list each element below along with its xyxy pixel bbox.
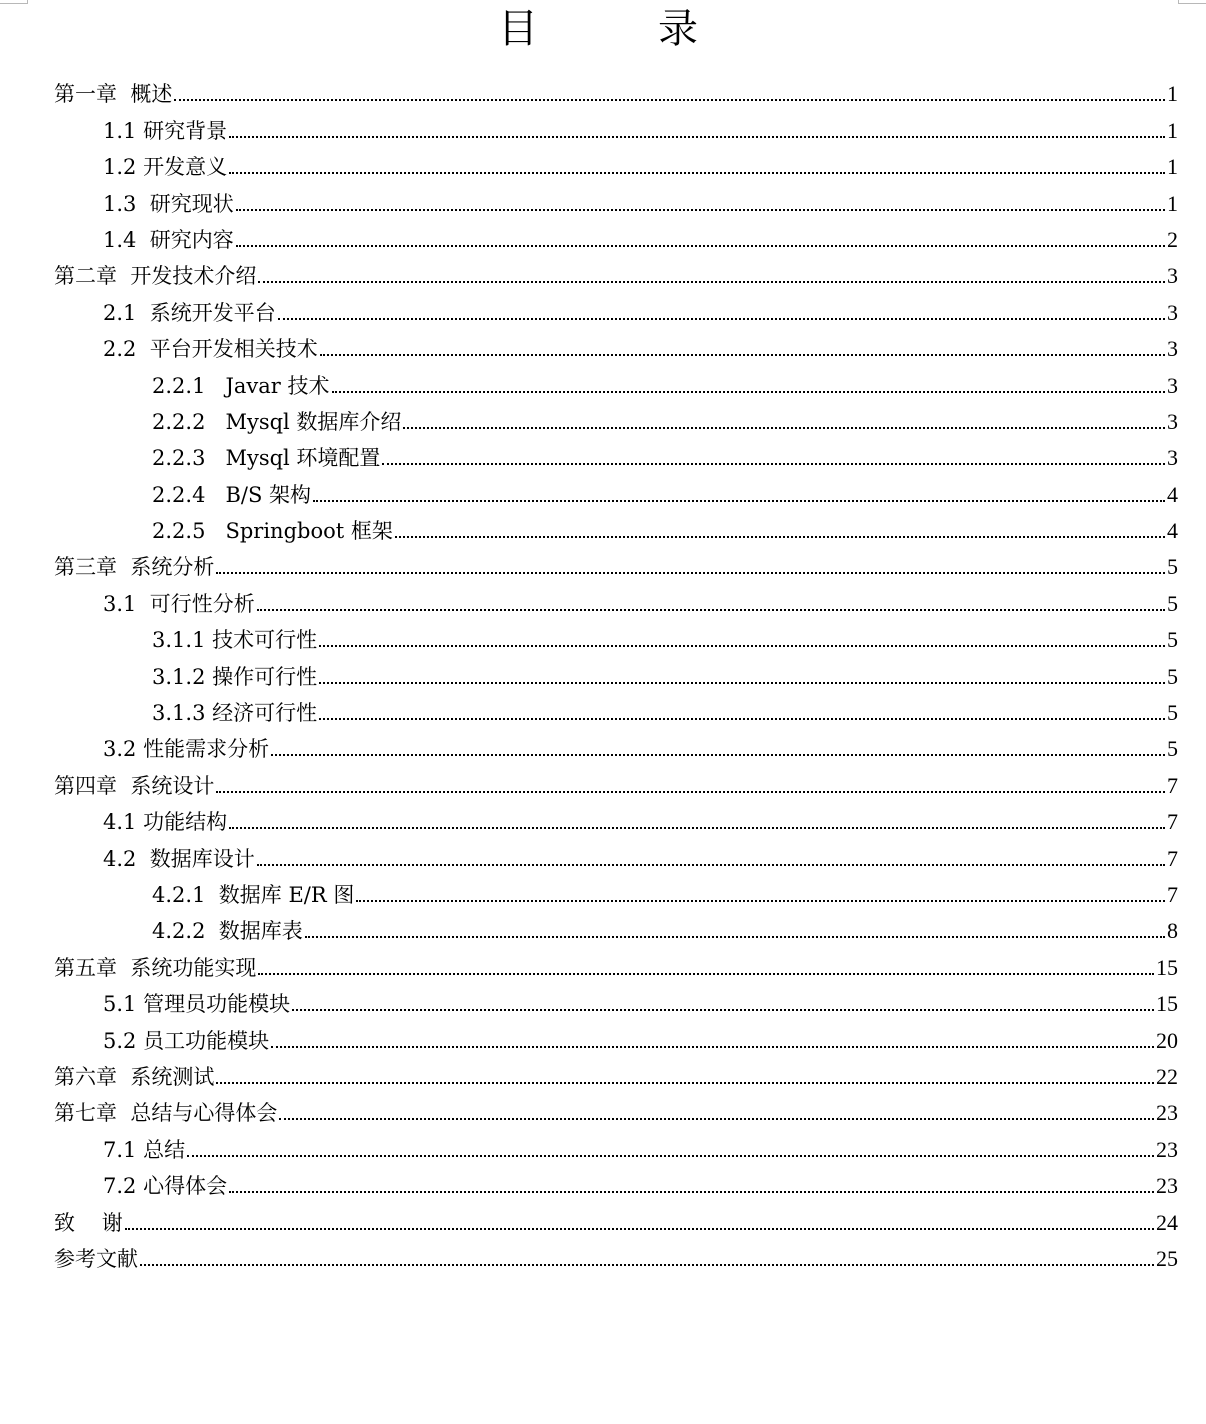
dot-leader <box>305 936 1165 938</box>
toc-entry-label: 4.2 数据库设计 <box>103 846 255 871</box>
toc-entry[interactable] <box>54 325 1178 361</box>
toc-entry-label: 1.4 研究内容 <box>103 227 234 252</box>
toc-entry-page-number: 20 <box>1156 1027 1178 1053</box>
toc-entry-page-number: 23 <box>1156 1136 1178 1162</box>
toc-entry[interactable] <box>54 907 1178 943</box>
toc-entry[interactable] <box>54 689 1178 725</box>
toc-entry[interactable] <box>54 543 1178 579</box>
toc-entry[interactable] <box>54 179 1178 215</box>
toc-entry-page-number: 3 <box>1167 299 1178 325</box>
toc-entry[interactable] <box>54 398 1178 434</box>
toc-entry-label: 7.2 心得体会 <box>103 1174 228 1199</box>
toc-entry[interactable] <box>54 616 1178 652</box>
toc-entry-page-number: 5 <box>1167 590 1178 616</box>
toc-entry-page-number: 5 <box>1167 663 1178 689</box>
toc-entry-label: 第七章 总结与心得体会 <box>54 1101 278 1126</box>
toc-entry-label: 1.3 研究现状 <box>103 191 234 216</box>
toc-entry[interactable] <box>54 871 1178 907</box>
toc-entry-label: 致 谢 <box>54 1210 123 1235</box>
toc-entry[interactable] <box>54 361 1178 397</box>
dot-leader <box>229 136 1165 138</box>
toc-entry[interactable] <box>54 1125 1178 1161</box>
toc-entry[interactable] <box>54 288 1178 324</box>
toc-entry[interactable] <box>54 798 1178 834</box>
toc-entry-label: 1.1 研究背景 <box>103 118 228 143</box>
dot-leader <box>174 99 1165 101</box>
toc-entry-page-number: 1 <box>1167 117 1178 143</box>
toc-entry[interactable] <box>54 106 1178 142</box>
toc-entry-page-number: 15 <box>1156 954 1178 980</box>
toc-entry-label: 第三章 系统分析 <box>54 555 215 580</box>
dot-leader <box>229 172 1165 174</box>
dot-leader <box>403 427 1165 429</box>
toc-entry-page-number: 1 <box>1167 190 1178 216</box>
toc-entry-page-number: 3 <box>1167 445 1178 471</box>
toc-entry[interactable] <box>54 834 1178 870</box>
dot-leader <box>229 827 1165 829</box>
toc-entry[interactable] <box>54 943 1178 979</box>
toc-entry[interactable] <box>54 70 1178 106</box>
toc-entry[interactable] <box>54 434 1178 470</box>
toc-entry-label: 7.1 总结 <box>103 1137 186 1162</box>
toc-entry[interactable] <box>54 1089 1178 1125</box>
toc-entry[interactable] <box>54 1198 1178 1234</box>
dot-leader <box>279 1118 1154 1120</box>
toc-entry-label: 2.2 平台开发相关技术 <box>103 337 318 362</box>
dot-leader <box>278 318 1165 320</box>
toc-entry-label: 2.1 系统开发平台 <box>103 300 276 325</box>
toc-entry-label: 2.2.3 Mysql 环境配置 <box>152 446 381 471</box>
page-corner-mark-right <box>1178 0 1206 4</box>
toc-entry-label: 3.1.1 技术可行性 <box>152 628 318 653</box>
toc-entry-page-number: 4 <box>1167 518 1178 544</box>
toc-title: 目 录 <box>498 6 738 52</box>
dot-leader <box>216 1082 1154 1084</box>
dot-leader <box>356 900 1165 902</box>
toc-entry-page-number: 1 <box>1167 81 1178 107</box>
toc-entry[interactable] <box>54 980 1178 1016</box>
toc-entry-page-number: 7 <box>1167 772 1178 798</box>
dot-leader <box>319 718 1165 720</box>
dot-leader <box>257 609 1165 611</box>
toc-entry[interactable] <box>54 652 1178 688</box>
toc-entry-page-number: 3 <box>1167 408 1178 434</box>
toc-entry-page-number: 5 <box>1167 736 1178 762</box>
dot-leader <box>236 245 1165 247</box>
toc-entry-page-number: 7 <box>1167 845 1178 871</box>
toc-entry-page-number: 24 <box>1156 1209 1178 1235</box>
toc-entry-page-number: 22 <box>1156 1063 1178 1089</box>
dot-leader <box>382 463 1165 465</box>
dot-leader <box>257 864 1165 866</box>
toc-entry-label: 3.1.3 经济可行性 <box>152 701 318 726</box>
dot-leader <box>292 1009 1154 1011</box>
toc-entry-label: 2.2.4 B/S 架构 <box>152 482 312 507</box>
toc-entry-label: 3.1 可行性分析 <box>103 591 255 616</box>
toc-entry[interactable] <box>54 1162 1178 1198</box>
toc-entry-label: 2.2.1 Javar 技术 <box>152 373 330 398</box>
toc-entry-page-number: 5 <box>1167 627 1178 653</box>
toc-entry-page-number: 3 <box>1167 372 1178 398</box>
toc-entry-page-number: 7 <box>1167 881 1178 907</box>
dot-leader <box>187 1155 1154 1157</box>
toc-entry-label: 第五章 系统功能实现 <box>54 955 257 980</box>
toc-entry[interactable] <box>54 761 1178 797</box>
toc-entry-page-number: 3 <box>1167 263 1178 289</box>
toc-entry-label: 2.2.2 Mysql 数据库介绍 <box>152 409 402 434</box>
toc-entry-label: 2.2.5 Springboot 框架 <box>152 519 393 544</box>
dot-leader <box>140 1264 1154 1266</box>
dot-leader <box>319 682 1165 684</box>
toc-entry-label: 5.2 员工功能模块 <box>103 1028 270 1053</box>
toc-entry-label: 1.2 开发意义 <box>103 155 228 180</box>
toc-entry-label: 3.1.2 操作可行性 <box>152 664 318 689</box>
toc-entry-label: 3.2 性能需求分析 <box>103 737 270 762</box>
dot-leader <box>125 1228 1154 1230</box>
toc-entry-page-number: 4 <box>1167 481 1178 507</box>
toc-entry-page-number: 23 <box>1156 1173 1178 1199</box>
toc-entry-page-number: 25 <box>1156 1245 1178 1271</box>
dot-leader <box>216 791 1165 793</box>
toc-entry-page-number: 23 <box>1156 1100 1178 1126</box>
toc-entry-label: 第一章 概述 <box>54 82 173 107</box>
toc-entry-page-number: 1 <box>1167 154 1178 180</box>
toc-entry[interactable] <box>54 143 1178 179</box>
dot-leader <box>319 645 1165 647</box>
dot-leader <box>216 572 1165 574</box>
toc-entry-label: 第四章 系统设计 <box>54 773 215 798</box>
toc-entry[interactable] <box>54 252 1178 288</box>
dot-leader <box>258 973 1154 975</box>
dot-leader <box>236 209 1165 211</box>
dot-leader <box>313 500 1165 502</box>
toc-entry[interactable] <box>54 507 1178 543</box>
toc-entry[interactable] <box>54 470 1178 506</box>
dot-leader <box>271 1046 1154 1048</box>
dot-leader <box>229 1191 1154 1193</box>
toc-entry-page-number: 15 <box>1156 991 1178 1017</box>
toc-entry-label: 4.2.2 数据库表 <box>152 919 303 944</box>
toc-entry-page-number: 7 <box>1167 809 1178 835</box>
toc-entry-page-number: 5 <box>1167 700 1178 726</box>
toc-entry[interactable] <box>54 725 1178 761</box>
toc-entry-page-number: 5 <box>1167 554 1178 580</box>
dot-leader <box>320 354 1165 356</box>
toc-entry-label: 第六章 系统测试 <box>54 1064 215 1089</box>
toc-entry[interactable] <box>54 579 1178 615</box>
toc-entry[interactable] <box>54 1016 1178 1052</box>
toc-entry-label: 4.2.1 数据库 E/R 图 <box>152 882 355 907</box>
dot-leader <box>258 281 1165 283</box>
toc-entry-label: 5.1 管理员功能模块 <box>103 992 291 1017</box>
dot-leader <box>332 391 1166 393</box>
toc-entry-page-number: 2 <box>1167 226 1178 252</box>
toc-entry[interactable] <box>54 1053 1178 1089</box>
dot-leader <box>395 536 1165 538</box>
toc-entry[interactable] <box>54 1235 1178 1271</box>
toc-entry-label: 参考文献 <box>54 1246 138 1271</box>
toc-entry-label: 第二章 开发技术介绍 <box>54 264 257 289</box>
toc-entry-page-number: 8 <box>1167 918 1178 944</box>
toc-entry-label: 4.1 功能结构 <box>103 810 228 835</box>
dot-leader <box>271 754 1165 756</box>
toc-entry-page-number: 3 <box>1167 336 1178 362</box>
table-of-contents <box>54 70 1178 1271</box>
page-corner-mark-left <box>0 0 28 4</box>
toc-entry[interactable] <box>54 216 1178 252</box>
